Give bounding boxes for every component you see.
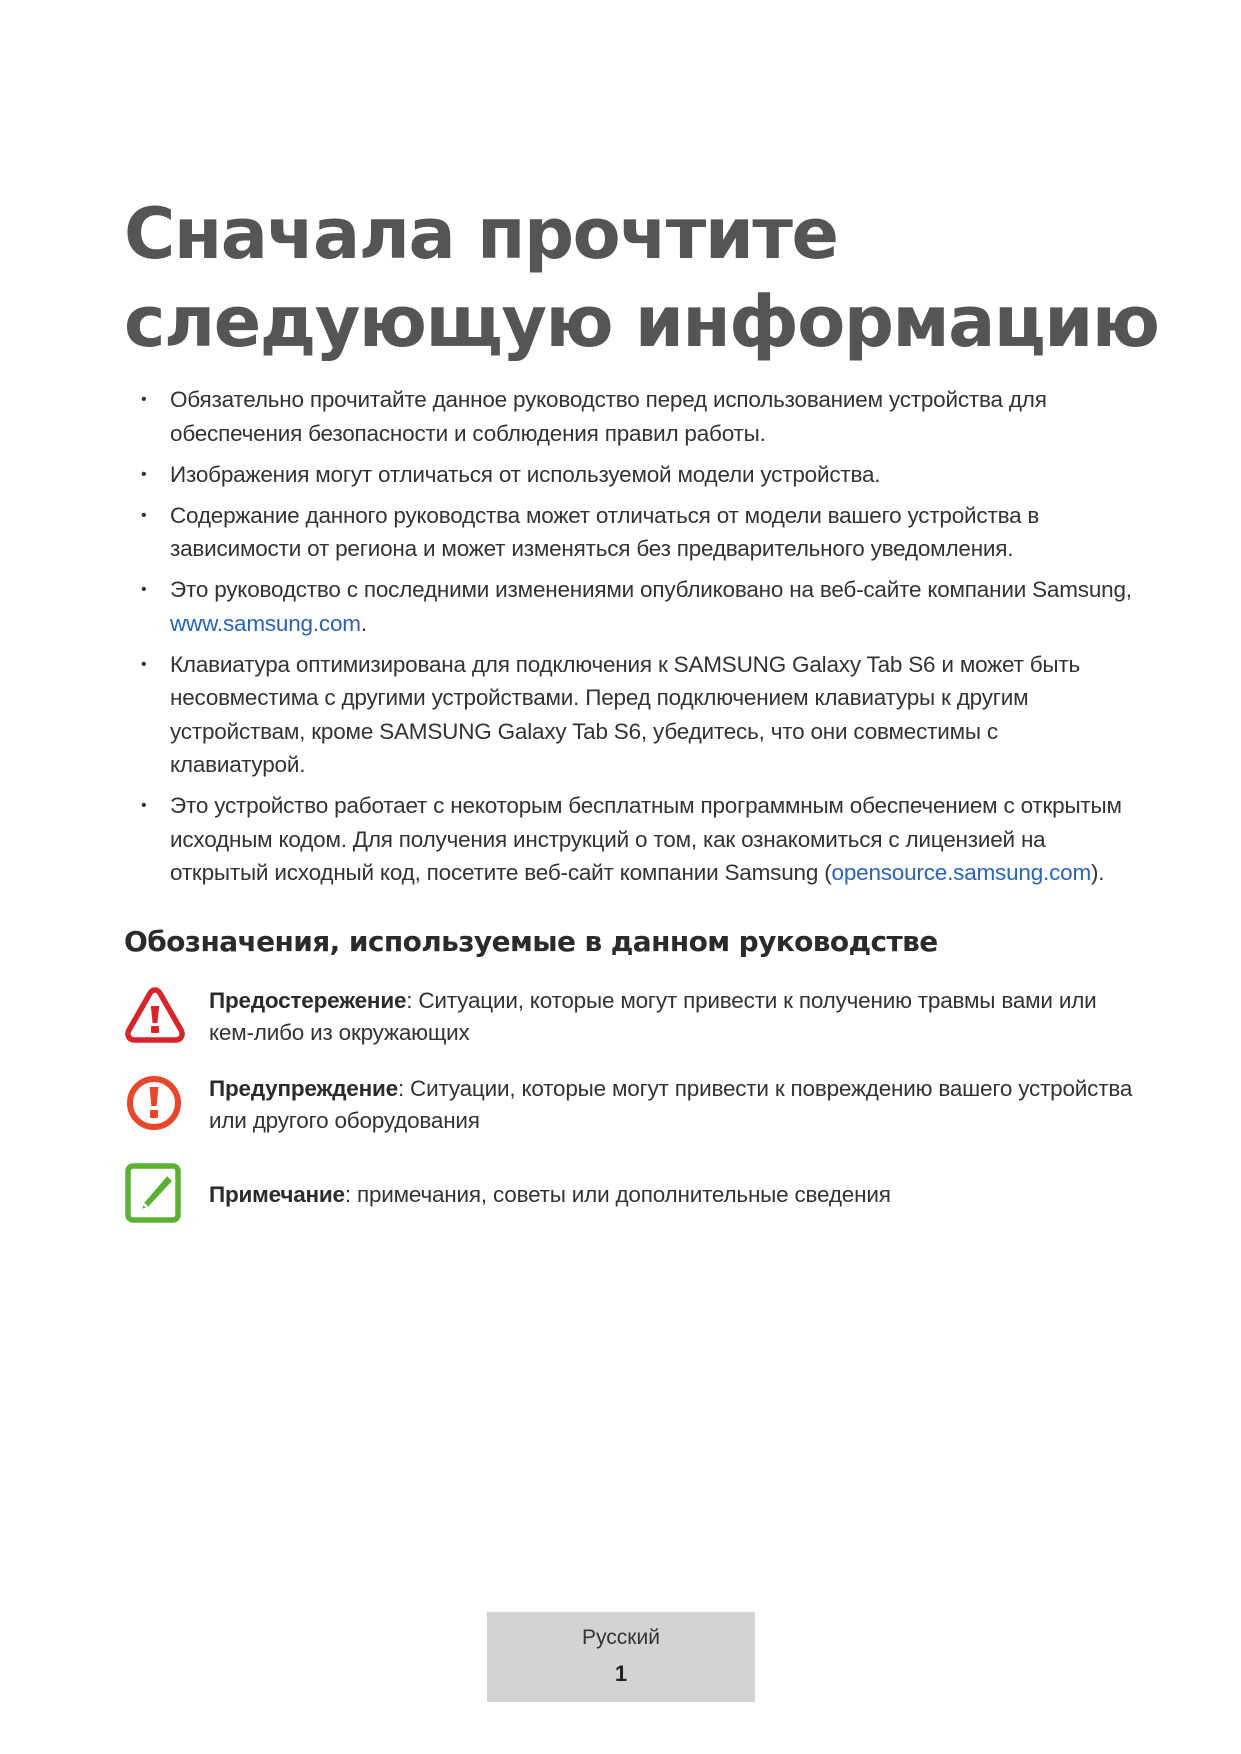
page-footer: [487, 1612, 755, 1702]
notice-note-term: Примечание: [209, 1182, 345, 1207]
notice-warning-description: : Ситуации, которые могут привести к повреждению вашего устройства или другого оборудования: [209, 1076, 1133, 1133]
notice-warning-text: [209, 1073, 1139, 1137]
bullet-text: Обязательно прочитайте данное руководство перед использованием устройства для обеспечения безопасности и соблюдения правил работы.: [170, 387, 1047, 446]
footer-page-number: 1: [614, 1661, 628, 1686]
bullet-text-before: Это устройство работает с некоторым бесплатным программным обеспечением с открытым исходным кодом. Для получения инструкций о том, как ознакомиться с лицензией на открытый исходный код, посетите веб-сайт компании Samsung (: [170, 793, 1122, 885]
bullet-text: Изображения могут отличаться от используемой модели устройства.: [170, 461, 881, 487]
notice-caution-text: [209, 985, 1139, 1049]
bullet-dot-icon: •: [141, 465, 147, 483]
note-pencil-icon: [124, 1163, 186, 1225]
bullet-item-content-region: [124, 499, 1134, 566]
bullet-text-before: Это руководство с последними изменениями опубликовано на веб-сайте компании Samsung,: [170, 577, 1132, 602]
bullet-text: Клавиатура оптимизирована для подключения к SAMSUNG Galaxy Tab S6 и может быть несовместима с другими устройствами. Перед подключением клавиатуры к другим устройствам, кроме SAMSUNG Galaxy Tab S6, убедитесь, что они совместимы с клавиатурой.: [170, 651, 1081, 777]
notice-caution-term: Предостережение: [209, 988, 407, 1013]
notice-note: [124, 1163, 1124, 1225]
bullet-dot-icon: •: [141, 506, 147, 524]
warning-circle-icon: [124, 1073, 186, 1135]
bullet-item-read-manual: [124, 383, 1134, 450]
notice-caution-description: : Ситуации, которые могут привести к получению травмы вами или кем-либо из окружающих: [209, 988, 1097, 1045]
notice-caution: [124, 985, 1124, 1055]
page-title-line-1: Сначала прочтите: [124, 193, 838, 275]
bullet-item-open-source: [124, 789, 1134, 890]
bullet-item-images: [124, 458, 1134, 492]
bullet-item-keyboard-compatibility: [124, 648, 1134, 782]
bullet-dot-icon: •: [141, 391, 147, 408]
notice-note-description: : примечания, советы или дополнительные сведения: [344, 1182, 891, 1207]
footer-language: Русский: [582, 1626, 660, 1649]
samsung-website-link[interactable]: www.samsung.com: [170, 610, 361, 636]
bullet-text: Содержание данного руководства может отличаться от модели вашего устройства в зависимости от региона и может изменяться без предварительного уведомления.: [170, 502, 1040, 561]
opensource-website-link[interactable]: opensource.samsung.com: [831, 860, 1091, 885]
section-heading: Обозначения, используемые в данном руководстве: [124, 925, 938, 958]
bullet-text-after: .: [360, 610, 367, 636]
notice-warning: [124, 1073, 1133, 1143]
notice-note-text: [209, 1179, 1139, 1211]
page-title-line-2: следующую информацию: [124, 281, 1159, 363]
notice-warning-term: Предупреждение: [209, 1076, 398, 1101]
bullet-dot-icon: •: [141, 655, 147, 673]
page-title: [124, 190, 1174, 366]
bullet-dot-icon: •: [141, 797, 147, 814]
caution-triangle-icon: [124, 985, 186, 1047]
bullet-dot-icon: •: [141, 581, 147, 598]
intro-bullet-list: [124, 383, 1134, 897]
bullet-item-website: [124, 573, 1134, 640]
bullet-text-after: ).: [1091, 860, 1105, 885]
